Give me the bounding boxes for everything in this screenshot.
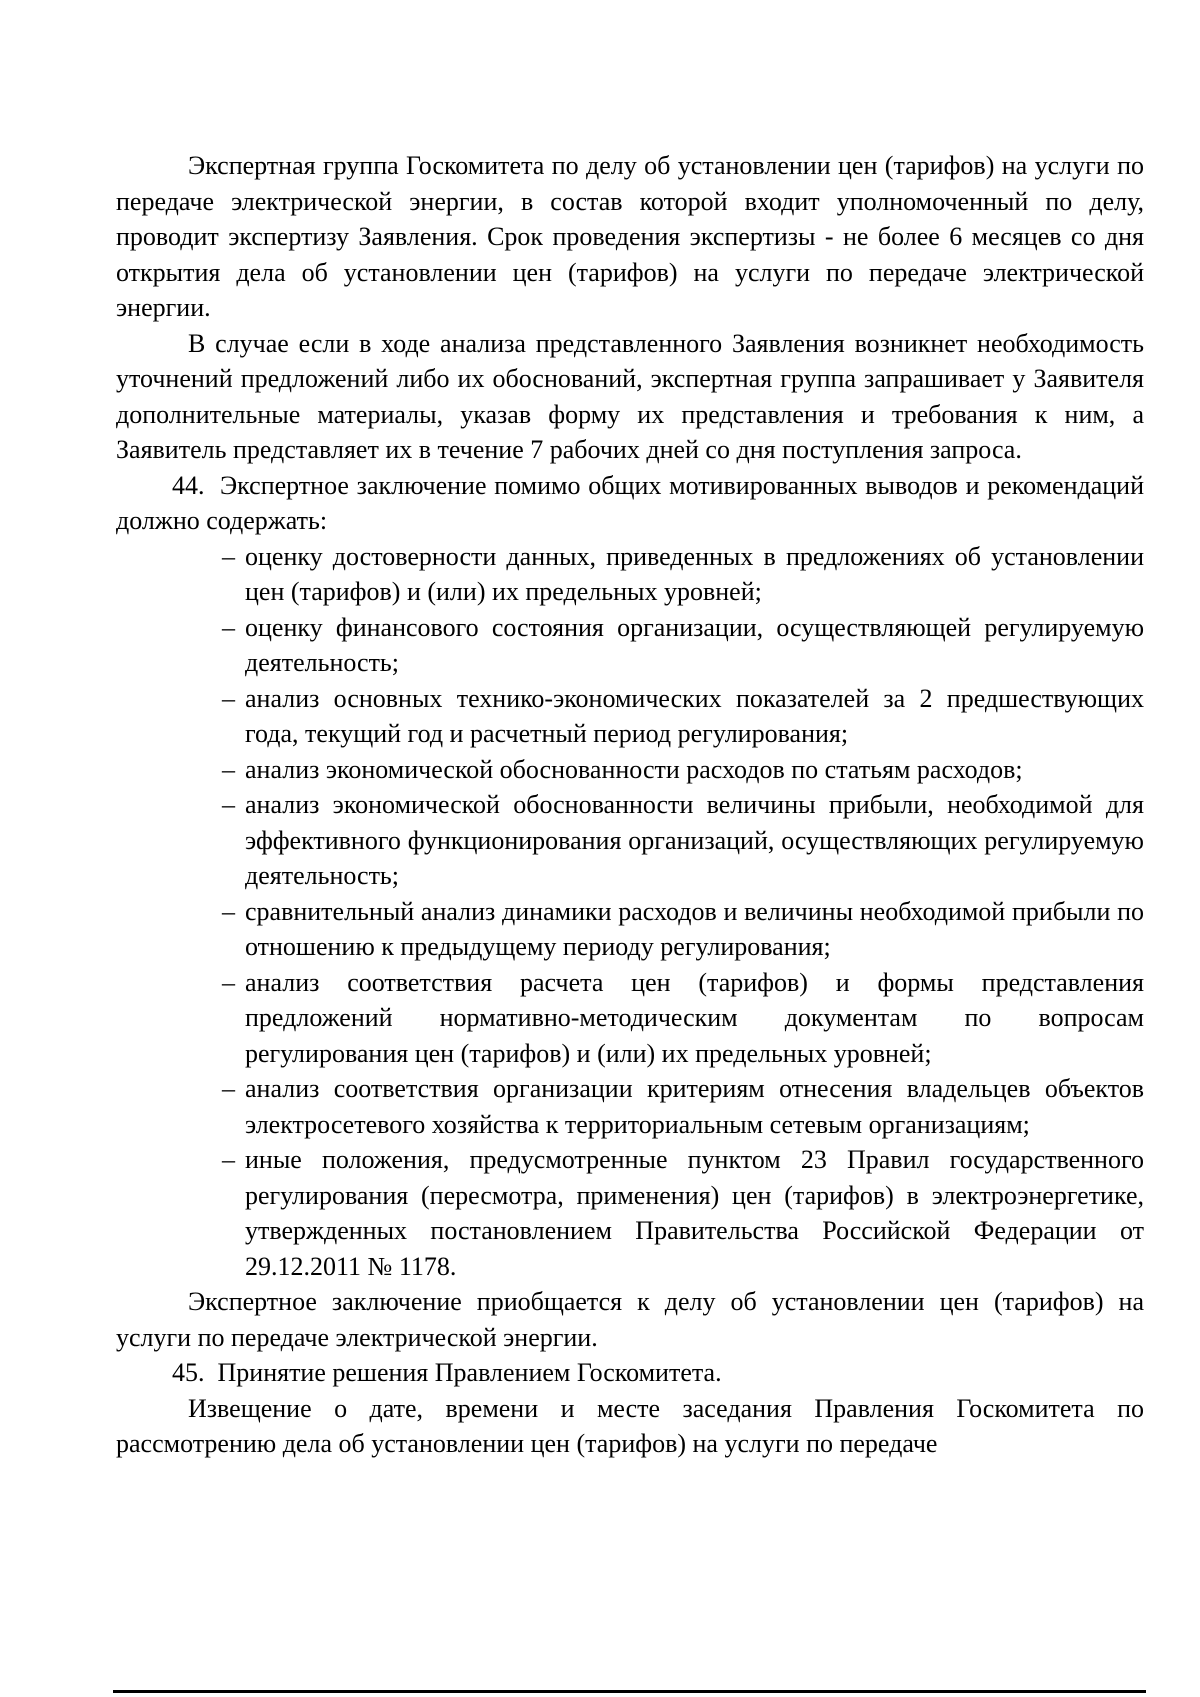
list-item: – иные положения, предусмотренные пунктом 23 Правил государственного регулирования (пересмотра, применения) цен (тарифов) в электроэнергетике, утвержденных постановлением Правительства Российской Федерации от 29.12.2011 № 1178. bbox=[227, 1142, 1144, 1284]
item-45-text: Принятие решения Правлением Госкомитета. bbox=[217, 1358, 722, 1387]
list-item: – сравнительный анализ динамики расходов и величины необходимой прибыли по отношению к предыдущему периоду регулирования; bbox=[227, 894, 1144, 965]
item-44 bbox=[116, 468, 1144, 539]
paragraph-conclusion-attached: Экспертное заключение приобщается к делу об установлении цен (тарифов) на услуги по передаче электрической энергии. bbox=[116, 1287, 1144, 1352]
list-item: – оценку достоверности данных, приведенных в предложениях об установлении цен (тарифов) и (или) их предельных уровней; bbox=[227, 539, 1144, 610]
expert-conclusion-list bbox=[116, 539, 1144, 1285]
document-body bbox=[116, 148, 1144, 1462]
paragraph-clarification-request: В случае если в ходе анализа представленного Заявления возникнет необходимость уточнений предложений либо их обоснований, экспертная группа запрашивает у Заявителя дополнительные материалы, указав форму их представления и требования к ним, а Заявитель представляет их в течение 7 рабочих дней со дня поступления запроса. bbox=[116, 328, 1144, 464]
item-44-number: 44. bbox=[172, 470, 205, 500]
item-45-number: 45. bbox=[172, 1358, 205, 1387]
list-item: – анализ экономической обоснованности расходов по статьям расходов; bbox=[227, 752, 1144, 788]
paragraph-expert-group: Экспертная группа Госкомитета по делу об установлении цен (тарифов) на услуги по передаче электрической энергии, в состав которой входит уполномоченный по делу, проводит экспертизу Заявления. Срок проведения экспертизы - не более 6 месяцев со дня открытия дела об установлении цен (тарифов) на услуги по передаче электрической энергии. bbox=[116, 151, 1144, 322]
item-44-text: Экспертное заключение помимо общих мотивированных выводов и рекомендаций должно содержать: bbox=[116, 470, 1145, 535]
list-item: – анализ основных технико-экономических показателей за 2 предшествующих года, текущий год и расчетный период регулирования; bbox=[227, 681, 1144, 752]
paragraph-meeting-notice: Извещение о дате, времени и месте заседания Правления Госкомитета по рассмотрению дела об установлении цен (тарифов) на услуги по передаче bbox=[116, 1393, 1144, 1458]
list-item: – анализ соответствия организации критериям отнесения владельцев объектов электросетевого хозяйства к территориальным сетевым организациям; bbox=[227, 1071, 1144, 1142]
list-item: – анализ соответствия расчета цен (тарифов) и формы представления предложений нормативно-методическим документам по вопросам регулирования цен (тарифов) и (или) их предельных уровней; bbox=[227, 965, 1144, 1072]
item-45 bbox=[116, 1355, 1144, 1391]
footer-divider bbox=[113, 1690, 1146, 1693]
list-item: – оценку финансового состояния организации, осуществляющей регулируемую деятельность; bbox=[227, 610, 1144, 681]
list-item: – анализ экономической обоснованности величины прибыли, необходимой для эффективного функционирования организаций, осуществляющих регулируемую деятельность; bbox=[227, 787, 1144, 894]
